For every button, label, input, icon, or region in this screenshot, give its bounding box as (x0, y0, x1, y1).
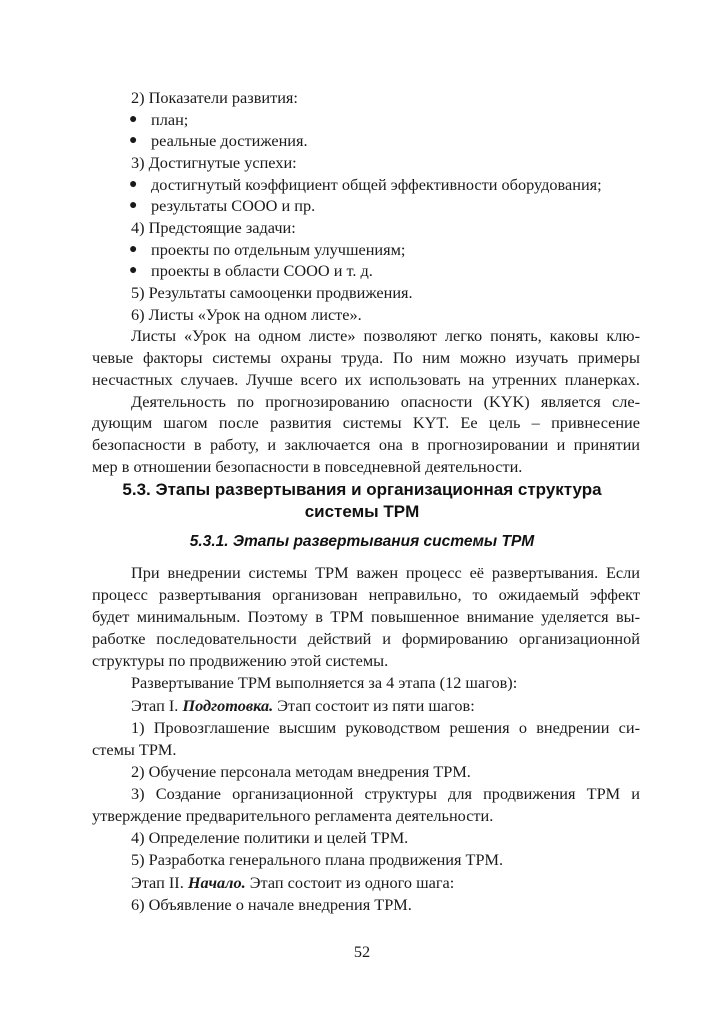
bullet-item: проекты в области СООО и т. д. (151, 261, 373, 280)
list-item-6: 6) Листы «Урок на одном листе». (131, 305, 362, 324)
list-item-5: 5) Результаты самооценки продвижения. (131, 283, 413, 302)
bullet-icon: ● (129, 263, 138, 278)
step-line: 5) Разработка генерального плана продвижения TPM. (131, 850, 504, 869)
paragraph-line: будет минимальным. Поэтому в TPM повышенное внимание уделяется вы- (92, 607, 640, 626)
bullet-item: план; (151, 110, 189, 129)
paragraph-line: При внедрении системы TPM важен процесс её развертывания. Если (131, 563, 640, 582)
bullet-item: проекты по отдельным улучшениям; (151, 240, 406, 259)
step-line: 2) Обучение персонала методам внедрения TPM. (131, 762, 471, 781)
step-line: 4) Определение политики и целей TPM. (131, 828, 409, 847)
section-heading: 5.3. Этапы развертывания и организационная структура (122, 480, 602, 499)
step-line: утверждение предварительного регламента деятельности. (92, 806, 494, 825)
bullet-item: результаты СООО и пр. (151, 196, 316, 215)
bullet-icon: ● (129, 133, 138, 148)
bullet-item: достигнутый коэффициент общей эффективности оборудования; (151, 175, 602, 194)
section-heading: системы TPM (304, 502, 420, 521)
paragraph-line: чевые факторы системы охраны труда. По ним можно изучать примеры (92, 348, 640, 367)
stage-suffix: Этап состоит из пяти шагов: (277, 696, 475, 715)
subsection-heading: 5.3.1. Этапы развертывания системы TPM (189, 533, 535, 550)
paragraph-line: Деятельность по прогнозированию опасности (KYK) является сле- (131, 392, 640, 411)
stage-2-title (131, 872, 640, 894)
stage-suffix: Этап состоит из одного шага: (249, 873, 455, 892)
bullet-item: реальные достижения. (151, 131, 308, 150)
paragraph-line: дующим шагом после развития системы KYT. Ее цель – привнесение (92, 413, 640, 432)
bullet-icon: ● (129, 198, 138, 213)
stage-name: Подготовка. (182, 696, 274, 715)
paragraph-line: процесс развертывания организован неправильно, то ожидаемый эффект (92, 585, 640, 604)
list-item-4: 4) Предстоящие задачи: (131, 218, 296, 237)
stage-prefix: Этап I. (131, 696, 179, 715)
paragraph-line: работке последовательности действий и формированию организационной (92, 629, 640, 648)
bullet-icon: ● (129, 112, 138, 127)
step-line: 6) Объявление о начале внедрения TPM. (131, 895, 412, 914)
step-line: стемы TPM. (92, 740, 177, 759)
paragraph-line: Развертывание TPM выполняется за 4 этапа (12 шагов): (131, 673, 518, 692)
stage-name: Начало. (187, 873, 246, 892)
bullet-icon: ● (129, 242, 138, 257)
list-item-3: 3) Достигнутые успехи: (131, 153, 297, 172)
list-item-2: 2) Показатели развития: (131, 88, 298, 107)
paragraph-line: мер в отношении безопасности в повседневной деятельности. (92, 457, 523, 476)
stage-1-title (131, 695, 640, 717)
paragraph-line: несчастных случаев. Лучше всего их использовать на утренних планерках. (92, 370, 640, 389)
paragraph-line: Листы «Урок на одном листе» позволяют легко понять, каковы клю- (131, 326, 640, 345)
paragraph-line: структуры по продвижению этой системы. (92, 651, 389, 670)
bullet-icon: ● (129, 177, 138, 192)
page-number: 52 (353, 942, 371, 961)
step-line: 1) Провозглашение высшим руководством решения о внедрении си- (131, 718, 640, 737)
paragraph-line: безопасности в работу, и заключается она в прогнозировании и принятии (92, 435, 640, 454)
stage-prefix: Этап II. (131, 873, 184, 892)
step-line: 3) Создание организационной структуры для продвижения TPM и (131, 784, 640, 803)
